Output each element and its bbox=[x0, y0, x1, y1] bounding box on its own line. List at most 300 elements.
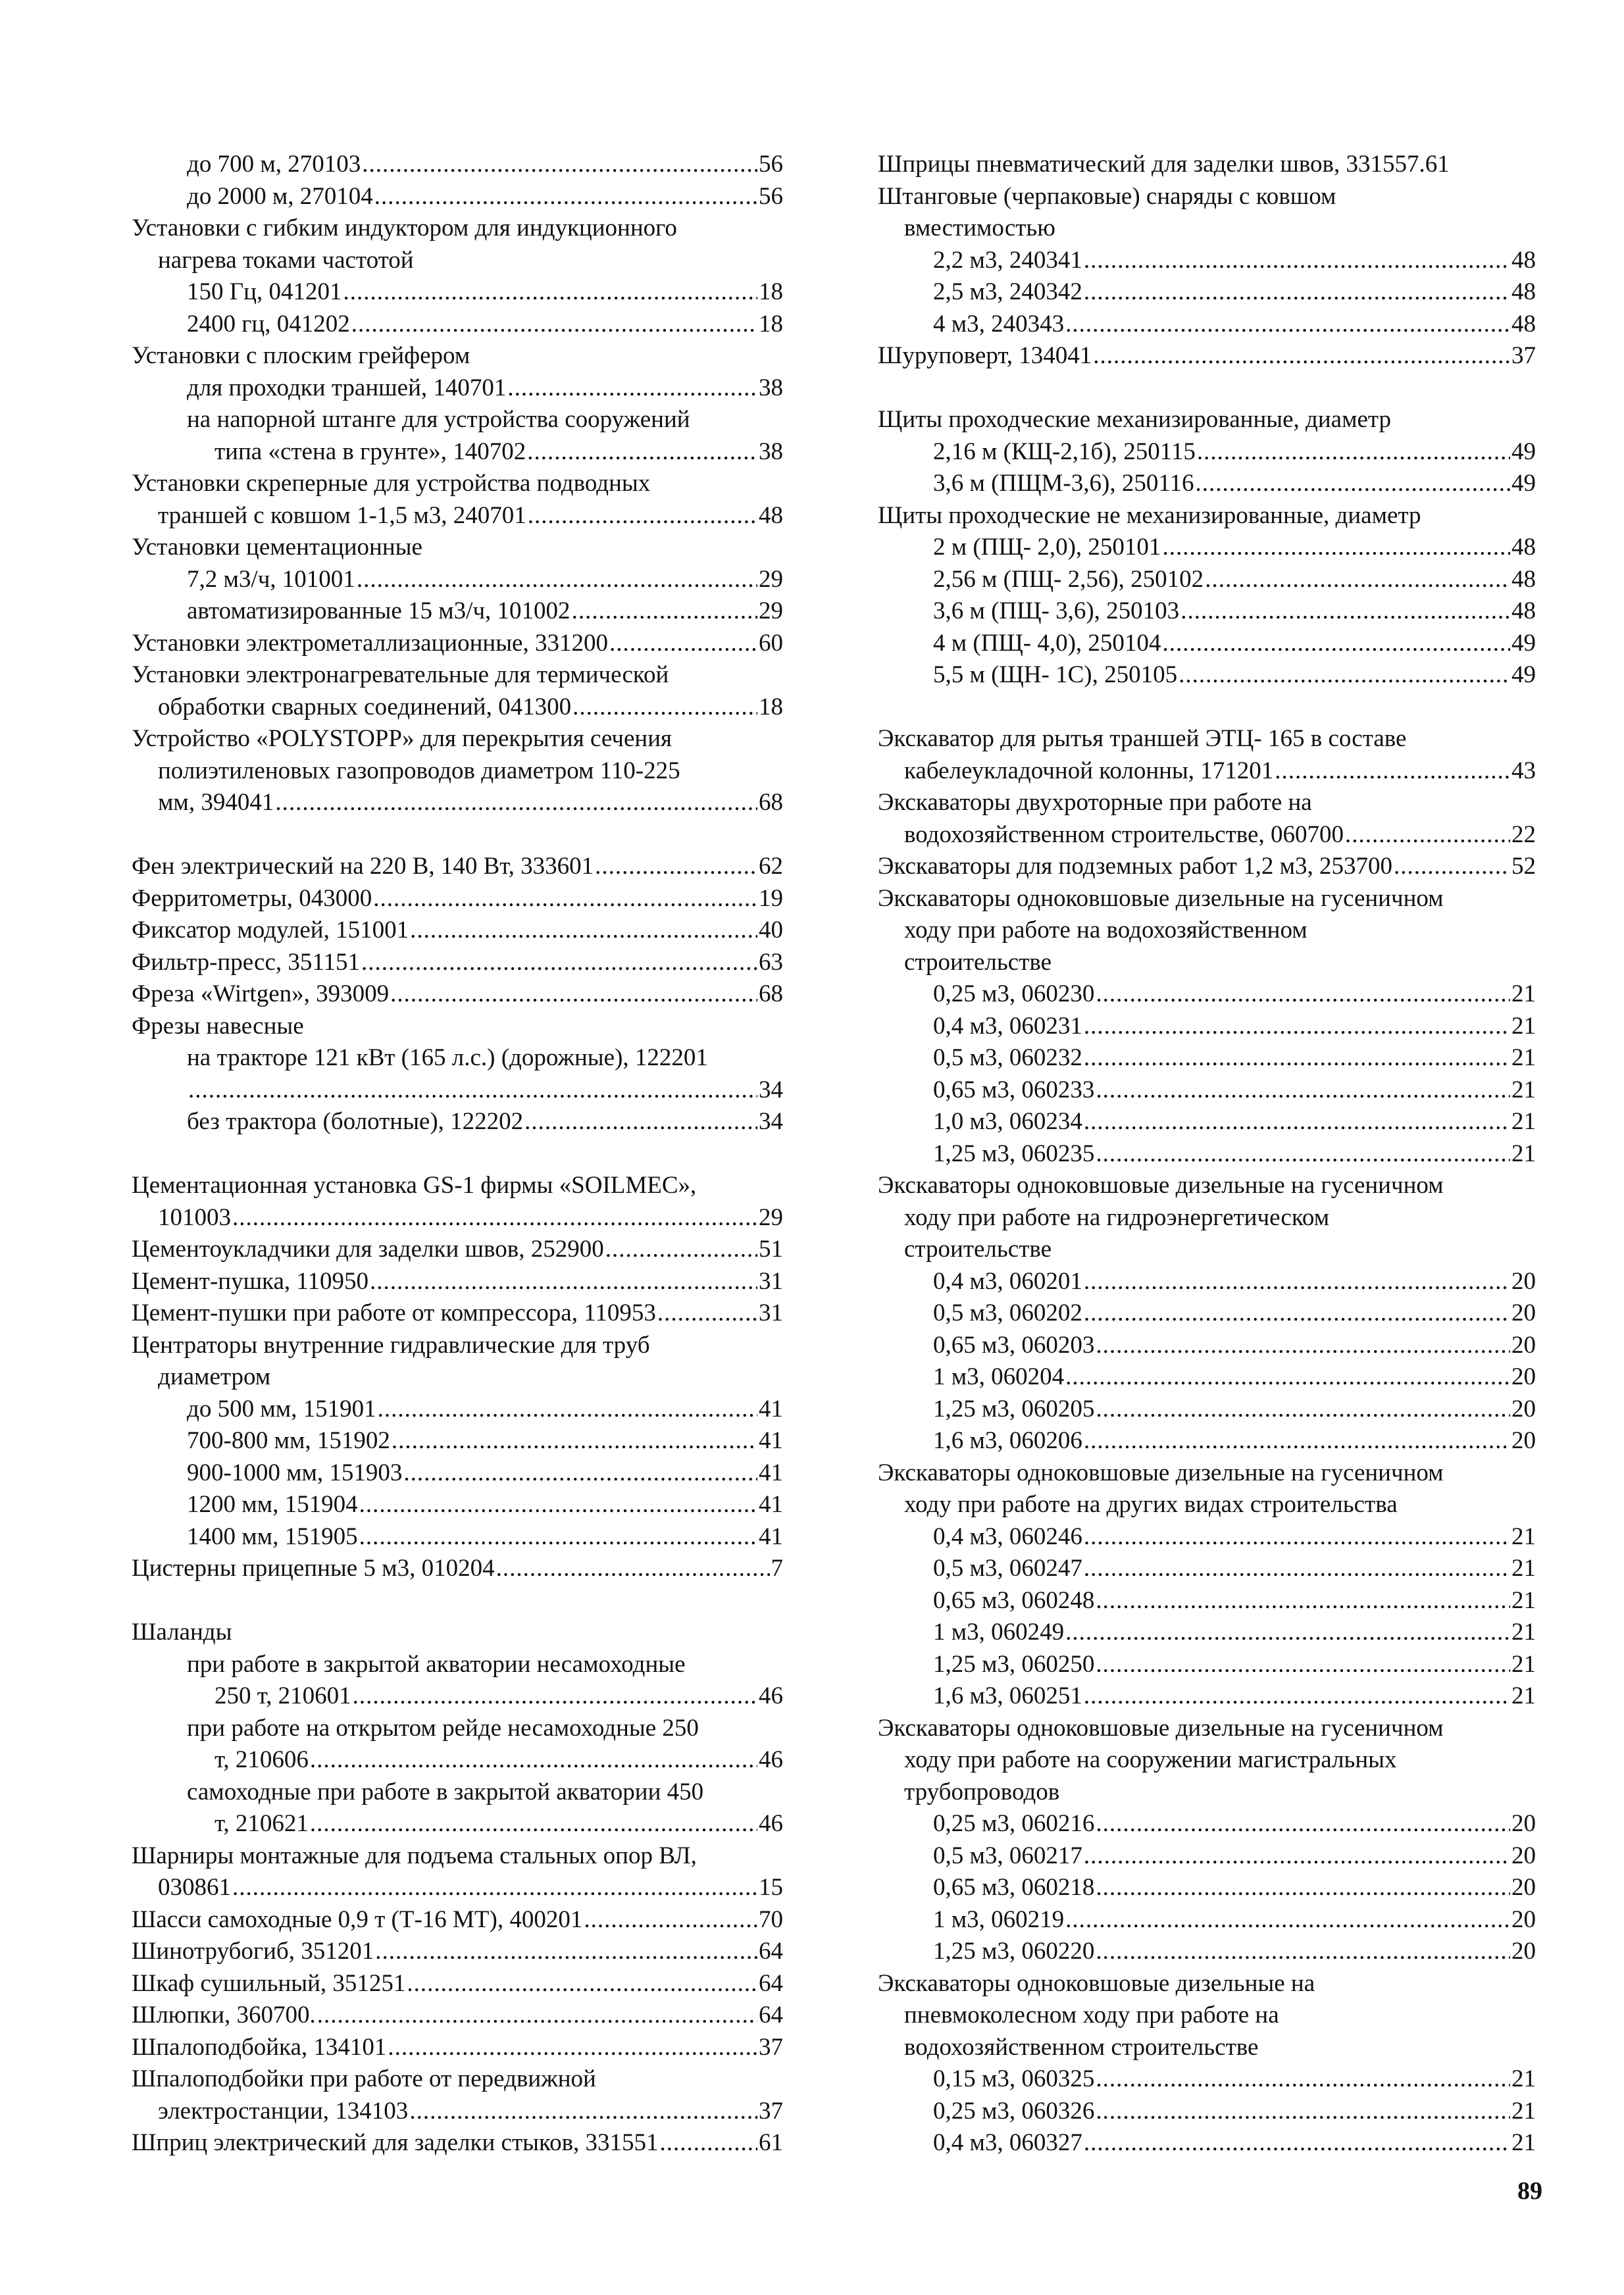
entry-row bbox=[132, 2032, 783, 2064]
entry-page-ref: 20 bbox=[1511, 1905, 1536, 1933]
index-entry bbox=[878, 1936, 1536, 1968]
entry-row bbox=[132, 1266, 783, 1298]
entry-label: 0,65 м3, 060248 bbox=[933, 1586, 1095, 1614]
dot-leader bbox=[1162, 532, 1510, 564]
entry-page-ref: 21 bbox=[1511, 2097, 1536, 2125]
entry-page-ref: 21 bbox=[1511, 1044, 1536, 1071]
dot-leader bbox=[374, 181, 757, 213]
entry-page-ref: 68 bbox=[759, 789, 783, 816]
dot-leader bbox=[572, 595, 757, 628]
dot-leader bbox=[361, 947, 757, 979]
entry-page-ref: 31 bbox=[759, 1299, 783, 1326]
index-entry bbox=[132, 1330, 783, 1394]
entry-page-ref: 21 bbox=[1511, 1682, 1536, 1709]
entry-label: траншей с ковшом 1-1,5 м3, 240701 bbox=[158, 501, 526, 529]
entry-row bbox=[878, 755, 1536, 788]
entry-row bbox=[878, 2096, 1536, 2128]
entry-row bbox=[132, 1074, 783, 1107]
entry-label: 0,65 м3, 060203 bbox=[933, 1331, 1095, 1359]
dot-leader bbox=[317, 2000, 757, 2032]
entry-label: мм, 394041 bbox=[158, 789, 274, 816]
entry-page-ref: 37 bbox=[1511, 342, 1536, 369]
entry-label: Цементоукладчики для заделки швов, 252900 bbox=[132, 1236, 604, 1263]
entry-page-ref: 21 bbox=[1511, 1523, 1536, 1550]
entry-text-line: при работе на открытом рейде несамоходные 250 bbox=[187, 1714, 699, 1742]
entry-page-ref: 15 bbox=[759, 1874, 783, 1901]
dot-leader bbox=[1084, 2127, 1510, 2159]
index-entry bbox=[878, 1521, 1536, 1553]
dot-leader bbox=[1096, 2063, 1510, 2096]
entry-row bbox=[878, 1936, 1536, 1968]
dot-leader bbox=[388, 2032, 757, 2064]
entry-row bbox=[878, 851, 1536, 883]
entry-label: 030861 bbox=[158, 1874, 231, 1901]
entry-page-ref: 20 bbox=[1511, 1842, 1536, 1869]
entry-text-line: пневмоколесном ходу при работе на bbox=[904, 2002, 1279, 2029]
entry-label: 2 м (ПЩ- 2,0), 250101 bbox=[933, 534, 1161, 561]
index-entry bbox=[132, 1936, 783, 1968]
entry-page-ref: 34 bbox=[759, 1076, 783, 1103]
entry-label: Шкаф сушильный, 351251 bbox=[132, 1969, 406, 1997]
entry-page-ref: 41 bbox=[759, 1427, 783, 1454]
entry-page-ref: 38 bbox=[759, 438, 783, 465]
dot-leader bbox=[1345, 819, 1510, 851]
entry-text-line: Экскаваторы одноковшовые дизельные на гусеничном bbox=[878, 1172, 1444, 1199]
entry-row bbox=[132, 628, 783, 660]
dot-leader bbox=[370, 1266, 757, 1298]
dot-leader bbox=[1096, 1649, 1510, 1681]
entry-label: 2400 гц, 041202 bbox=[187, 310, 350, 338]
entry-row bbox=[132, 1521, 783, 1553]
entry-row bbox=[878, 1011, 1536, 1043]
entry-page-ref: 48 bbox=[1511, 278, 1536, 305]
entry-row bbox=[132, 1202, 783, 1234]
dot-leader bbox=[1096, 1936, 1510, 1968]
dot-leader bbox=[1084, 1553, 1510, 1585]
index-entry bbox=[132, 1011, 783, 1107]
entry-page-ref: 62 bbox=[759, 853, 783, 880]
index-entry bbox=[132, 181, 783, 213]
entry-label: водохозяйственном строительстве, 060700 bbox=[904, 820, 1344, 848]
entry-label: 250 т, 210601 bbox=[215, 1682, 351, 1709]
entry-row bbox=[132, 564, 783, 596]
index-entry bbox=[878, 245, 1536, 277]
entry-row bbox=[878, 1074, 1536, 1107]
dot-leader bbox=[1195, 468, 1510, 500]
entry-row bbox=[132, 692, 783, 724]
entry-label: 0,4 м3, 060327 bbox=[933, 2129, 1082, 2156]
entry-page-ref: 18 bbox=[759, 310, 783, 338]
index-entry bbox=[878, 659, 1536, 692]
entry-label: 0,65 м3, 060233 bbox=[933, 1076, 1095, 1103]
index-entry bbox=[132, 1425, 783, 1457]
entry-label: 3,6 м (ПЩ- 3,6), 250103 bbox=[933, 597, 1180, 624]
entry-label: типа «стена в грунте», 140702 bbox=[215, 438, 526, 465]
entry-page-ref: 20 bbox=[1511, 1874, 1536, 1901]
dot-leader bbox=[527, 436, 757, 468]
entry-row bbox=[878, 659, 1536, 692]
entry-text-line: ходу при работе на водохозяйственном bbox=[904, 917, 1307, 944]
entry-row bbox=[132, 883, 783, 915]
entry-label: до 2000 м, 270104 bbox=[187, 182, 373, 210]
entry-row bbox=[132, 2000, 783, 2032]
index-entry bbox=[132, 564, 783, 596]
index-entry bbox=[878, 1872, 1536, 1904]
index-entry bbox=[878, 1425, 1536, 1457]
index-entry bbox=[132, 1489, 783, 1521]
index-entry bbox=[878, 404, 1536, 436]
entry-row bbox=[132, 1872, 783, 1904]
entry-page-ref: 21 bbox=[1511, 1076, 1536, 1103]
entry-label: Ферритометры, 043000 bbox=[132, 884, 372, 912]
entry-row bbox=[878, 1840, 1536, 1873]
dot-leader bbox=[1197, 436, 1510, 468]
entry-row bbox=[878, 978, 1536, 1011]
dot-leader bbox=[232, 1872, 757, 1904]
entry-page-ref: 20 bbox=[1511, 1395, 1536, 1423]
entry-text-line: Устройство «POLYSTOPP» для перекрытия сечения bbox=[132, 725, 672, 752]
entry-row bbox=[878, 1872, 1536, 1904]
entry-row bbox=[132, 1394, 783, 1426]
entry-row bbox=[132, 595, 783, 628]
entry-text-line: водохозяйственном строительстве bbox=[904, 2033, 1259, 2061]
dot-leader bbox=[1084, 1840, 1510, 1873]
index-entry bbox=[878, 1074, 1536, 1107]
entry-label: 900-1000 мм, 151903 bbox=[187, 1459, 403, 1486]
dot-leader bbox=[275, 787, 757, 819]
entry-label: Фен электрический на 220 В, 140 Вт, 333601 bbox=[132, 853, 594, 880]
entry-page-ref: 49 bbox=[1511, 629, 1536, 657]
entry-page-ref: 64 bbox=[759, 1938, 783, 1965]
entry-page-ref: 18 bbox=[759, 693, 783, 720]
entry-row bbox=[878, 1680, 1536, 1713]
entry-row bbox=[878, 1394, 1536, 1426]
dot-leader bbox=[392, 1425, 757, 1457]
dot-leader bbox=[310, 1744, 757, 1777]
entry-text-line: на напорной штанге для устройства сооружений bbox=[187, 406, 690, 433]
dot-leader bbox=[1084, 276, 1510, 309]
index-entry bbox=[878, 1649, 1536, 1681]
entry-text-line: Экскаваторы двухроторные при работе на bbox=[878, 789, 1312, 816]
index-entry bbox=[132, 468, 783, 532]
entry-text-line: на тракторе 121 кВт (165 л.с.) (дорожные), 122201 bbox=[187, 1044, 708, 1071]
entry-row bbox=[132, 1298, 783, 1330]
dot-leader bbox=[1096, 2096, 1510, 2128]
dot-leader bbox=[1084, 245, 1510, 277]
entry-row bbox=[132, 1904, 783, 1936]
dot-leader bbox=[343, 276, 757, 309]
dot-leader bbox=[362, 149, 757, 181]
entry-row bbox=[878, 309, 1536, 341]
index-entry bbox=[878, 2127, 1536, 2159]
entry-page-ref: 7 bbox=[771, 1555, 783, 1582]
entry-text-line: при работе в закрытой акватории несамоходные bbox=[187, 1650, 686, 1678]
entry-label: 2,56 м (ПЩ- 2,56), 250102 bbox=[933, 565, 1204, 593]
entry-row bbox=[132, 1106, 783, 1138]
index-entry bbox=[878, 851, 1536, 883]
index-entry bbox=[132, 1840, 783, 1904]
entry-text-line: диаметром bbox=[158, 1363, 271, 1390]
dot-leader bbox=[496, 1553, 770, 1585]
entry-page-ref: 64 bbox=[759, 1969, 783, 1997]
entry-row bbox=[132, 2096, 783, 2128]
entry-label: Цемент-пушки при работе от компрессора, 110953 bbox=[132, 1299, 656, 1326]
entry-text-line: Шарниры монтажные для подъема стальных опор ВЛ, bbox=[132, 1842, 697, 1869]
entry-page-ref: 41 bbox=[759, 1491, 783, 1518]
entry-row bbox=[132, 1744, 783, 1777]
entry-label: Фильтр-пресс, 351151 bbox=[132, 948, 361, 976]
index-entry bbox=[132, 1553, 783, 1585]
index-entry bbox=[132, 1457, 783, 1490]
dot-leader bbox=[351, 309, 757, 341]
entry-row bbox=[878, 1808, 1536, 1840]
entry-row bbox=[878, 1298, 1536, 1330]
index-entry bbox=[132, 309, 783, 341]
index-entry bbox=[132, 851, 783, 883]
entry-page-ref: 29 bbox=[759, 597, 783, 624]
entry-row bbox=[132, 787, 783, 819]
entry-row bbox=[878, 468, 1536, 500]
dot-leader bbox=[1275, 755, 1510, 788]
index-entry bbox=[132, 978, 783, 1011]
index-entry bbox=[878, 1138, 1536, 1171]
index-entry bbox=[132, 1521, 783, 1553]
entry-row bbox=[132, 1968, 783, 2000]
entry-label: 4 м3, 240343 bbox=[933, 310, 1065, 338]
index-entry bbox=[878, 340, 1536, 372]
entry-row bbox=[878, 532, 1536, 564]
index-entry bbox=[878, 787, 1536, 851]
entry-page-ref: 21 bbox=[1511, 1012, 1536, 1040]
entry-label: для проходки траншей, 140701 bbox=[187, 374, 507, 401]
index-entry bbox=[132, 213, 783, 276]
entry-page-ref: 68 bbox=[759, 980, 783, 1007]
index-entry bbox=[878, 1585, 1536, 1617]
entry-label: 0,4 м3, 060246 bbox=[933, 1523, 1082, 1550]
entry-label: 0,5 м3, 060217 bbox=[933, 1842, 1082, 1869]
entry-page-ref: 41 bbox=[759, 1395, 783, 1423]
entry-page-ref: 21 bbox=[1511, 1650, 1536, 1678]
entry-row bbox=[132, 500, 783, 532]
entry-row bbox=[878, 628, 1536, 660]
entry-text-line: полиэтиленовых газопроводов диаметром 110-225 bbox=[158, 757, 680, 784]
dot-leader bbox=[373, 883, 757, 915]
entry-page-ref: 43 bbox=[1511, 757, 1536, 784]
index-entry bbox=[878, 1361, 1536, 1394]
entry-page-ref: 19 bbox=[759, 884, 783, 912]
index-entry bbox=[132, 2063, 783, 2127]
entry-label: 0,25 м3, 060230 bbox=[933, 980, 1095, 1007]
dot-leader bbox=[407, 1968, 757, 2000]
entry-label: Фреза «Wirtgen», 393009 bbox=[132, 980, 390, 1007]
entry-row bbox=[132, 309, 783, 341]
entry-page-ref: 41 bbox=[759, 1523, 783, 1550]
entry-label: 1 м3, 060204 bbox=[933, 1363, 1065, 1390]
entry-label: 4 м (ПЩ- 4,0), 250104 bbox=[933, 629, 1161, 657]
index-entry bbox=[132, 1170, 783, 1234]
entry-row bbox=[132, 1489, 783, 1521]
dot-leader bbox=[507, 372, 757, 405]
entry-label: Шпалоподбойка, 134101 bbox=[132, 2033, 387, 2061]
index-entry bbox=[878, 1904, 1536, 1936]
dot-leader bbox=[595, 851, 757, 883]
entry-text-line: Шпалоподбойки при работе от передвижной bbox=[132, 2065, 596, 2092]
index-entry bbox=[132, 532, 783, 564]
entry-label: 0,25 м3, 060326 bbox=[933, 2097, 1095, 2125]
entry-text-line: строительстве bbox=[904, 1236, 1052, 1263]
entry-text-line: Экскаваторы одноковшовые дизельные на гусеничном bbox=[878, 1714, 1444, 1742]
entry-page-ref: 22 bbox=[1511, 820, 1536, 848]
dot-leader bbox=[584, 1904, 757, 1936]
dot-leader bbox=[1096, 1138, 1510, 1171]
dot-leader bbox=[1180, 595, 1510, 628]
dot-leader bbox=[310, 1808, 757, 1840]
entry-page-ref: 48 bbox=[1511, 246, 1536, 274]
entry-page-ref: 21 bbox=[1511, 1555, 1536, 1582]
entry-label: обработки сварных соединений, 041300 bbox=[158, 693, 572, 720]
entry-text-line: Установки цементационные bbox=[132, 534, 422, 561]
index-entry bbox=[132, 404, 783, 468]
entry-label: т, 210621 bbox=[215, 1810, 309, 1837]
page-number: 89 bbox=[1517, 2177, 1542, 2205]
section-gap bbox=[132, 819, 783, 851]
entry-text-line: Установки скреперные для устройства подводных bbox=[132, 470, 651, 497]
entry-page-ref: 29 bbox=[759, 1203, 783, 1231]
entry-page-ref: 34 bbox=[759, 1108, 783, 1135]
entry-row bbox=[878, 436, 1536, 468]
dot-leader bbox=[375, 1936, 757, 1968]
entry-label: 1400 мм, 151905 bbox=[187, 1523, 358, 1550]
entry-label: 2,16 м (КЩ-2,1б), 250115 bbox=[933, 438, 1196, 465]
entry-row bbox=[878, 276, 1536, 309]
index-entry bbox=[878, 500, 1536, 532]
entry-page-ref: 20 bbox=[1511, 1427, 1536, 1454]
entry-label: 101003 bbox=[158, 1203, 231, 1231]
index-entry bbox=[132, 1266, 783, 1298]
index-entry bbox=[132, 1713, 783, 1777]
entry-page-ref: 37 bbox=[759, 2033, 783, 2061]
entry-label: Цистерны прицепные 5 м3, 010204 bbox=[132, 1555, 495, 1582]
entry-text-line: Щиты проходческие механизированные, диаметр bbox=[878, 406, 1392, 433]
entry-page-ref: 48 bbox=[1511, 534, 1536, 561]
index-entry bbox=[878, 276, 1536, 309]
entry-page-ref: 21 bbox=[1511, 2065, 1536, 2092]
entry-label: до 500 мм, 151901 bbox=[187, 1395, 376, 1423]
dot-leader bbox=[572, 692, 757, 724]
dot-leader bbox=[1205, 564, 1510, 596]
index-entry bbox=[878, 2096, 1536, 2128]
entry-text-line: строительстве bbox=[904, 948, 1052, 976]
entry-row bbox=[132, 2127, 783, 2159]
entry-label: т, 210606 bbox=[215, 1746, 309, 1773]
entry-label: 1,6 м3, 060251 bbox=[933, 1682, 1082, 1709]
index-entry bbox=[878, 1553, 1536, 1585]
entry-row bbox=[132, 1553, 783, 1585]
dot-leader bbox=[378, 1394, 757, 1426]
dot-leader bbox=[390, 978, 757, 1011]
entry-row bbox=[878, 1521, 1536, 1553]
entry-text-line: Шаланды bbox=[132, 1619, 232, 1646]
entry-page-ref: 20 bbox=[1511, 1363, 1536, 1390]
index-entry bbox=[132, 659, 783, 723]
entry-label: 1 м3, 060219 bbox=[933, 1905, 1065, 1933]
entry-label: Шинотрубогиб, 351201 bbox=[132, 1938, 374, 1965]
index-entry bbox=[132, 1777, 783, 1840]
index-entry bbox=[132, 149, 783, 181]
entry-label: 3,6 м (ПЩМ-3,6), 250116 bbox=[933, 470, 1194, 497]
entry-row bbox=[878, 1585, 1536, 1617]
entry-row bbox=[132, 1936, 783, 1968]
entry-page-ref: 41 bbox=[759, 1459, 783, 1486]
dot-leader bbox=[1084, 1425, 1510, 1457]
index-entry bbox=[878, 1968, 1536, 2064]
entry-text-line: Установки с плоским грейфером bbox=[132, 342, 470, 369]
entry-page-ref: 21 bbox=[1511, 980, 1536, 1007]
entry-row bbox=[878, 1649, 1536, 1681]
entry-text-line: Экскаватор для рытья траншей ЭТЦ- 165 в составе bbox=[878, 725, 1407, 752]
dot-leader bbox=[524, 1106, 757, 1138]
dot-leader bbox=[188, 1074, 757, 1107]
entry-page-ref: 38 bbox=[759, 374, 783, 401]
index-entry bbox=[132, 595, 783, 628]
dot-leader bbox=[1162, 628, 1510, 660]
index-entry bbox=[878, 1840, 1536, 1873]
entry-row bbox=[132, 1425, 783, 1457]
entry-row bbox=[878, 1106, 1536, 1138]
index-entry bbox=[878, 181, 1536, 245]
entry-label: 1200 мм, 151904 bbox=[187, 1491, 358, 1518]
entry-page-ref: 49 bbox=[1511, 438, 1536, 465]
entry-label: 0,4 м3, 060231 bbox=[933, 1012, 1082, 1040]
entry-page-ref: 29 bbox=[759, 565, 783, 593]
entry-row bbox=[132, 1234, 783, 1266]
index-entry bbox=[878, 1170, 1536, 1266]
entry-page-ref: 48 bbox=[759, 501, 783, 529]
entry-label: Шлюпки, 360700. bbox=[132, 2002, 316, 2029]
index-entry bbox=[878, 628, 1536, 660]
entry-row bbox=[132, 149, 783, 181]
entry-row bbox=[878, 340, 1536, 372]
dot-leader bbox=[1084, 1521, 1510, 1553]
section-gap bbox=[878, 372, 1536, 405]
dot-leader bbox=[528, 500, 757, 532]
entry-label: Шприц электрический для заделки стыков, 331551 bbox=[132, 2129, 659, 2156]
entry-label: 0,15 м3, 060325 bbox=[933, 2065, 1095, 2092]
entry-row bbox=[132, 1680, 783, 1713]
entry-row bbox=[132, 1457, 783, 1490]
entry-row bbox=[878, 564, 1536, 596]
index-entry bbox=[878, 1042, 1536, 1074]
entry-label: 1,25 м3, 060205 bbox=[933, 1395, 1095, 1423]
index-entry bbox=[132, 723, 783, 819]
dot-leader bbox=[232, 1202, 757, 1234]
entry-label: 0,4 м3, 060201 bbox=[933, 1267, 1082, 1295]
entry-page-ref: 52 bbox=[1511, 853, 1536, 880]
entry-text-line: Экскаваторы одноковшовые дизельные на гусеничном bbox=[878, 1459, 1444, 1486]
entry-page-ref: 20 bbox=[1511, 1810, 1536, 1837]
entry-text-line: Фрезы навесные bbox=[132, 1012, 304, 1040]
entry-row bbox=[132, 978, 783, 1011]
index-entry bbox=[878, 1457, 1536, 1521]
dot-leader bbox=[605, 1234, 757, 1266]
entry-row bbox=[878, 1617, 1536, 1649]
entry-row bbox=[878, 1425, 1536, 1457]
entry-label: 0,65 м3, 060218 bbox=[933, 1874, 1095, 1901]
index-column-right bbox=[878, 149, 1536, 2159]
index-entry bbox=[878, 1011, 1536, 1043]
dot-leader bbox=[1394, 851, 1510, 883]
entry-text-line: ходу при работе на других видах строительства bbox=[904, 1491, 1398, 1518]
